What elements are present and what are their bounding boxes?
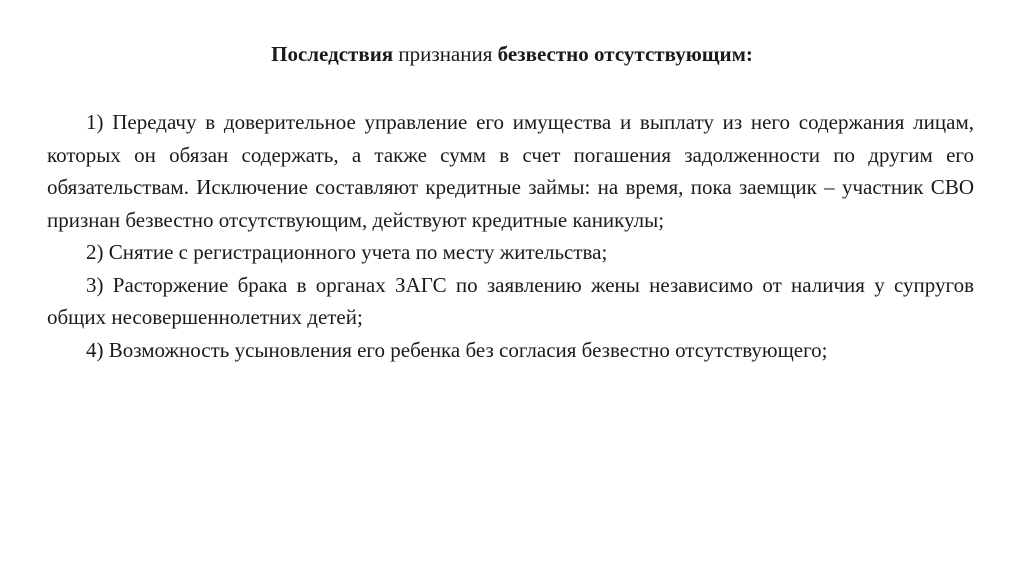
consequence-item-4: 4) Возможность усыновления его ребенка без согласия безвестно отсутствующего; [86,337,828,362]
consequence-item-1: 1) Передачу в доверительное управление его имущества и выплату из него содержания лицам, которых он обязан содержать, а также сумм в счет погашения задолженности по другим его обязательствам. Исключение составляют кредитные займы: на время, пока заемщик – участник СВО признан безвестно отсутствующим, действуют кредитные каникулы; [47,110,974,232]
title-regular-part: признания [393,42,498,66]
slide-title [0,41,1024,67]
consequence-item-2: 2) Снятие с регистрационного учета по месту жительства; [86,240,608,264]
consequences-list [47,106,974,366]
title-bold-part-1: Последствия [271,42,394,66]
title-bold-part-2: безвестно отсутствующим: [497,42,753,66]
consequence-item-3: 3) Расторжение брака в органах ЗАГС по заявлению жены независимо от наличия у супругов общих несовершеннолетних детей; [47,272,974,329]
